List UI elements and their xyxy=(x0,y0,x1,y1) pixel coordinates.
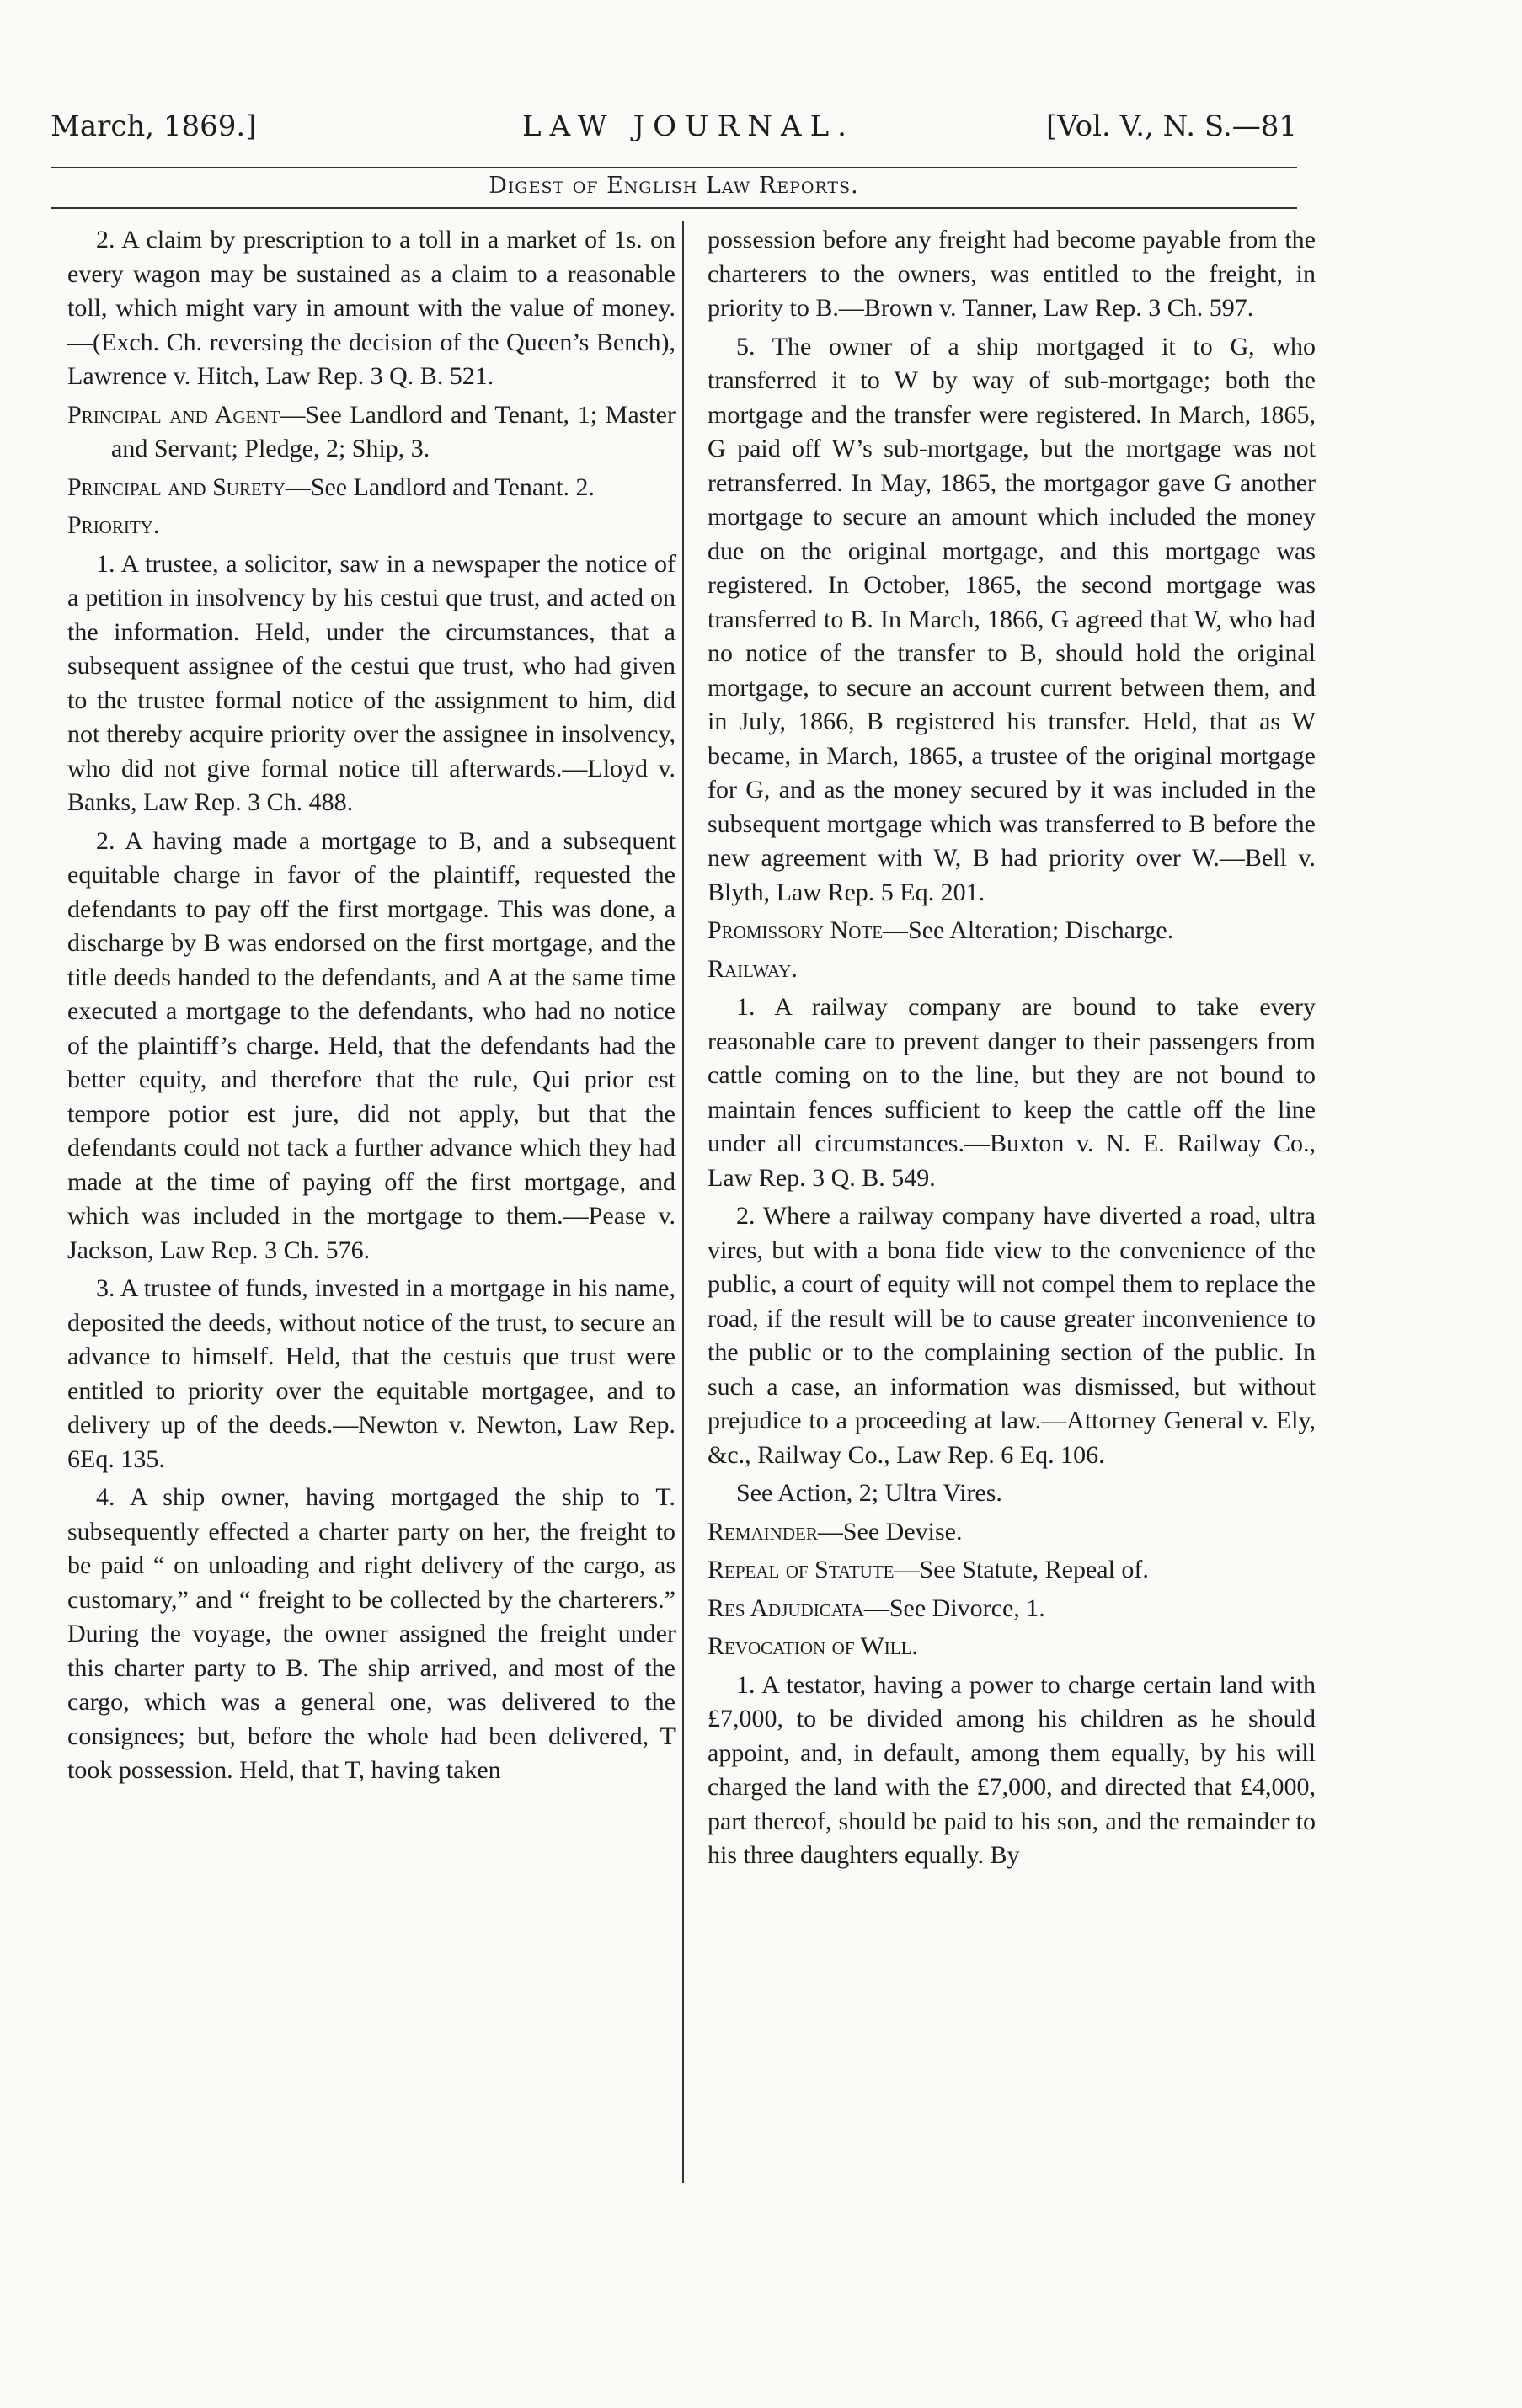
volume-page: [Vol. V., N. S.—81 xyxy=(1045,109,1297,143)
index-entry xyxy=(708,1553,1316,1588)
journal-title: LAW JOURNAL. xyxy=(522,109,855,143)
digest-paragraph: 1. A testator, having a power to charge certain land with £7,000, to be divided among his children as he should appoint, and, in default, among them equally, by his will charged the land with the £7,000, and directed that £4,000, part thereof, should be paid to his son, and the remainder to his three daughters equally. By xyxy=(708,1670,1316,1869)
digest-paragraph: 4. A ship owner, having mortgaged the ship to T. subsequently effected a charter party on her, the freight to be paid “ on unloading and right delivery of the cargo, as customary,” and “ freight to be collected by the charterers.” During the voyage, the owner assigned the freight under this charter party to B. The ship arrived, and most of the cargo, which was a general one, was delivered to the consignees; but, before the whole had been delivered, T took possession. Held, that T, having taken xyxy=(67,1483,676,1784)
entry-heading: Res Adjudicata xyxy=(708,1594,864,1622)
header-rule-bottom xyxy=(51,207,1297,209)
right-column xyxy=(708,223,1316,1877)
entry-heading: Principal and Surety xyxy=(67,473,286,501)
see-also-reference: See Action, 2; Ultra Vires. xyxy=(736,1479,1002,1507)
entry-references: —See Alteration; Discharge. xyxy=(883,916,1174,944)
entry-heading: Railway. xyxy=(708,954,798,983)
header-rule-top xyxy=(51,167,1297,168)
digest-paragraph: 2. A claim by prescription to a toll in a market of 1s. on every wagon may be sustained as a claim to a reasonable toll, which might vary in amount with the value of money.—(Exch. Ch. reversing the decision of the Queen’s Bench), Lawrence v. Hitch, Law Rep. 3 Q. B. 521. xyxy=(67,226,676,390)
entry-heading: Principal and Agent xyxy=(67,400,280,429)
entry-heading: Priority. xyxy=(67,511,160,539)
entry-heading: Repeal of Statute xyxy=(708,1556,895,1583)
running-header xyxy=(51,109,1297,160)
digest-paragraph: 5. The owner of a ship mortgaged it to G, who transferred it to W by way of sub-mortgage; both the mortgage and the transfer were registered. In March, 1865, G paid off W’s sub-mortgage, but the mortgage was not retransferred. In May, 1865, the mortgagor gave G another mortgage to secure an amount which included the money due on the original mortgage, and this mortgage was registered. In October, 1865, the second mortgage was transferred to B. In March, 1866, G agreed that W, who had no notice of the transfer to B, should hold the original mortgage, to secure an account current between them, and in July, 1866, B registered his transfer. Held, that as W became, in March, 1865, a trustee of the original mortgage for G, and as the money secured by it was included in the subsequent mortgage which was transferred to B before the new agreement with W, B had priority over W.—Bell v. Blyth, Law Rep. 5 Eq. 201. xyxy=(708,332,1316,906)
digest-paragraph: 2. Where a railway company have diverted a road, ultra vires, but with a bona fide view to the convenience of the public, a court of equity will not compel them to replace the road, if the result will be to cause greater inconvenience to the public or to the complaining section of the public. In such a case, an information was dismissed, but without prejudice to a proceeding at law.—Attorney General v. Ely, &c., Railway Co., Law Rep. 6 Eq. 106. xyxy=(708,1202,1316,1469)
entry-references: —See Divorce, 1. xyxy=(863,1594,1045,1622)
index-entry xyxy=(708,914,1316,948)
index-entry xyxy=(708,1592,1316,1626)
issue-date: March, 1869.] xyxy=(51,109,257,143)
digest-paragraph: 2. A having made a mortgage to B, and a subsequent equitable charge in favor of the plaintiff, requested the defendants to pay off the first mortgage. This was done, a discharge by B was endorsed on the first mortgage, and the title deeds handed to the defendants, and A at the same time executed a mortgage to the defendants, who had no notice of the plaintiff’s charge. Held, that the defendants had the better equity, and therefore that the rule, Qui prior est tempore potior est jure, did not apply, but that the defendants could not tack a further advance which they had made at the time of paying off the first mortgage, and which was included in the mortgage to them.—Pease v. Jackson, Law Rep. 3 Ch. 576. xyxy=(67,826,676,1264)
index-entry xyxy=(67,398,676,467)
entry-heading: Remainder xyxy=(708,1517,818,1546)
digest-paragraph: 3. A trustee of funds, invested in a mortgage in his name, deposited the deeds, without notice of the trust, to secure an advance to himself. Held, that the cestuis que trust were entitled to priority over the equitable mortgagee, and to delivery up of the deeds.—Newton v. Newton, Law Rep. 6Eq. 135. xyxy=(67,1274,676,1473)
index-entry xyxy=(67,471,676,505)
entry-references: —See Landlord and Tenant, 1; Master and Servant; Pledge, 2; Ship, 3. xyxy=(111,400,676,462)
digest-paragraph: 1. A railway company are bound to take every reasonable care to prevent danger to their passengers from cattle coming on to the line, but they are not bound to maintain fences sufficient to keep the cattle off the line under all circumstances.—Buxton v. N. E. Railway Co., Law Rep. 3 Q. B. 549. xyxy=(708,993,1316,1192)
entry-references: —See Statute, Repeal of. xyxy=(894,1556,1149,1583)
digest-paragraph: 1. A trustee, a solicitor, saw in a newspaper the notice of a petition in insolvency by his cestui que trust, and acted on the information. Held, under the circumstances, that a subsequent assignee of the cestui que trust, who had given to the trustee formal notice of the assignment to him, did not thereby acquire priority over the assignee in insolvency, who did not give formal notice till afterwards.—Lloyd v. Banks, Law Rep. 3 Ch. 488. xyxy=(67,549,676,816)
left-column xyxy=(67,223,676,1792)
entry-heading: Revocation of Will. xyxy=(708,1632,918,1660)
index-entry xyxy=(708,1515,1316,1550)
column-divider xyxy=(682,221,684,2183)
section-title: Digest of English Law Reports. xyxy=(489,173,859,199)
entry-references: —See Devise. xyxy=(817,1517,963,1546)
digest-paragraph: possession before any freight had become payable from the charterers to the owners, was entitled to the freight, in priority to B.—Brown v. Tanner, Law Rep. 3 Ch. 597. xyxy=(708,226,1316,322)
entry-references: —See Landlord and Tenant. 2. xyxy=(285,473,595,501)
entry-heading: Promissory Note xyxy=(708,916,884,944)
